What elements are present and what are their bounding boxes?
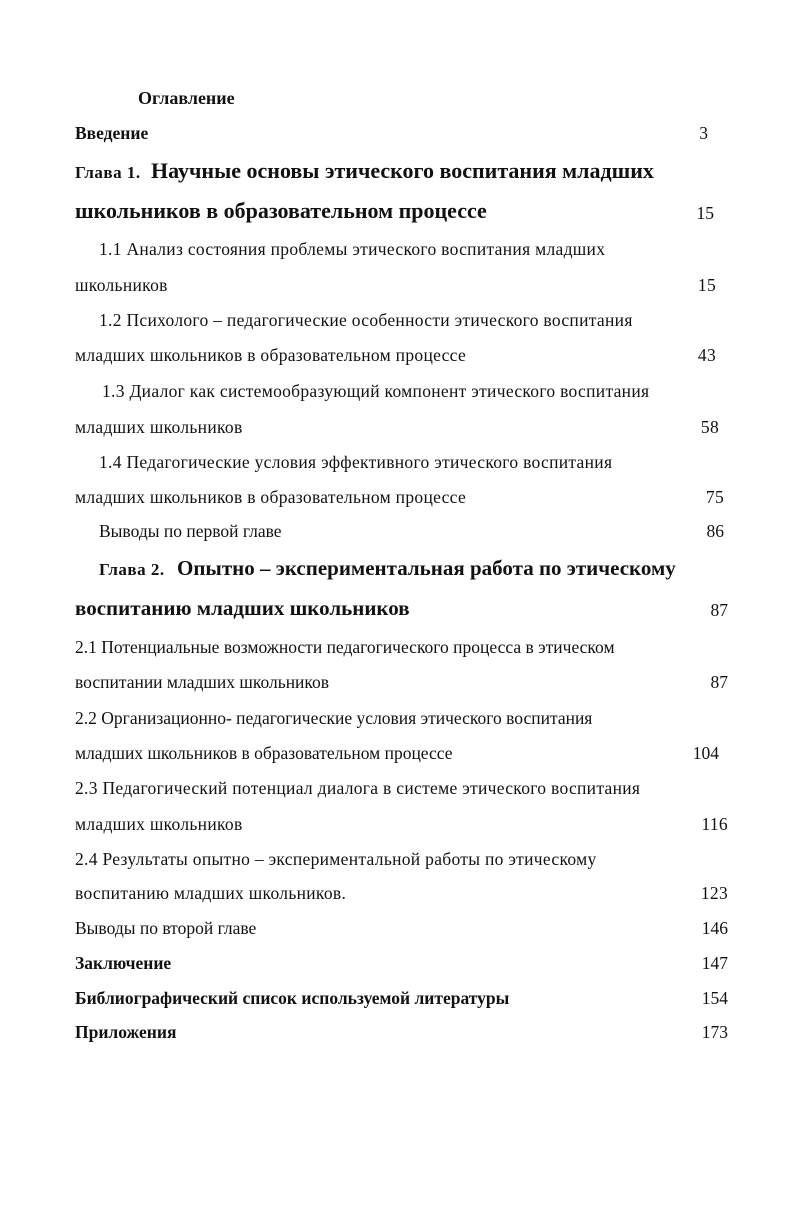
- toc-entry-line1: 2.4 Результаты опытно – экспериментальной работы по этическому: [75, 849, 597, 869]
- chapter-title-line1: Опытно – экспериментальная работа по этическому: [177, 556, 676, 580]
- toc-title: Оглавление: [138, 88, 235, 108]
- toc-entry-line1: 1.1 Анализ состояния проблемы этического воспитания младших: [99, 239, 606, 259]
- toc-entry-line2: младших школьников: [75, 417, 243, 437]
- toc-entry-line2: младших школьников в образовательном процессе: [75, 345, 467, 365]
- toc-entry-page: 75: [705, 487, 724, 507]
- toc-entry-line1: 2.1 Потенциальные возможности педагогического процесса в этическом: [75, 637, 615, 657]
- toc-entry-line1: 2.2 Организационно- педагогические условия этического воспитания: [75, 708, 593, 728]
- toc-entry-text: Заключение: [75, 953, 172, 973]
- toc-entry-line2: воспитанию младших школьников.: [75, 883, 347, 903]
- toc-entry-line2: младших школьников в образовательном процессе: [75, 743, 453, 763]
- toc-entry-line2: младших школьников в образовательном процессе: [75, 487, 467, 507]
- toc-entry-text: Приложения: [75, 1022, 177, 1042]
- toc-entry-page: 3: [699, 123, 708, 143]
- toc-entry-page: 43: [697, 345, 716, 365]
- toc-entry-page: 123: [700, 883, 728, 903]
- toc-entry-text: Выводы по второй главе: [75, 918, 257, 938]
- toc-entry-line1: 2.3 Педагогический потенциал диалога в системе этического воспитания: [75, 778, 641, 798]
- toc-entry-text: Введение: [75, 123, 149, 143]
- chapter-title-line2: воспитанию младших школьников: [75, 596, 410, 620]
- toc-entry-line2: воспитании младших школьников: [75, 672, 330, 692]
- toc-entry-page: 173: [701, 1022, 728, 1042]
- chapter-label: Глава 1.: [75, 163, 141, 182]
- toc-entry-line1: 1.4 Педагогические условия эффективного этического воспитания: [99, 452, 613, 472]
- toc-entry-page: 104: [692, 743, 719, 763]
- toc-entry-page: 147: [701, 953, 728, 973]
- chapter-title-line2: школьников в образовательном процессе: [75, 198, 487, 223]
- toc-entry-page: 15: [696, 203, 714, 223]
- toc-entry-text: Выводы по первой главе: [99, 521, 282, 541]
- toc-entry-text: Библиографический список используемой литературы: [75, 988, 510, 1008]
- toc-entry-page: 87: [710, 600, 728, 620]
- toc-entry-line2: школьников: [75, 275, 168, 295]
- toc-entry-page: 15: [697, 275, 716, 295]
- toc-entry-page: 86: [706, 521, 724, 541]
- toc-entry-line2: младших школьников: [75, 814, 243, 834]
- chapter-label: Глава 2.: [99, 560, 165, 579]
- toc-entry-page: 116: [701, 814, 728, 834]
- toc-entry-line1: 1.3 Диалог как системообразующий компонент этического воспитания: [102, 381, 650, 401]
- toc-entry-page: 58: [700, 417, 719, 437]
- toc-entry-page: 146: [701, 918, 728, 938]
- toc-entry-page: 87: [710, 672, 728, 692]
- toc-entry-line1: 1.2 Психолого – педагогические особенности этического воспитания: [99, 310, 633, 330]
- chapter-title-line1: Научные основы этического воспитания младших: [151, 158, 654, 183]
- toc-entry-page: 154: [701, 988, 728, 1008]
